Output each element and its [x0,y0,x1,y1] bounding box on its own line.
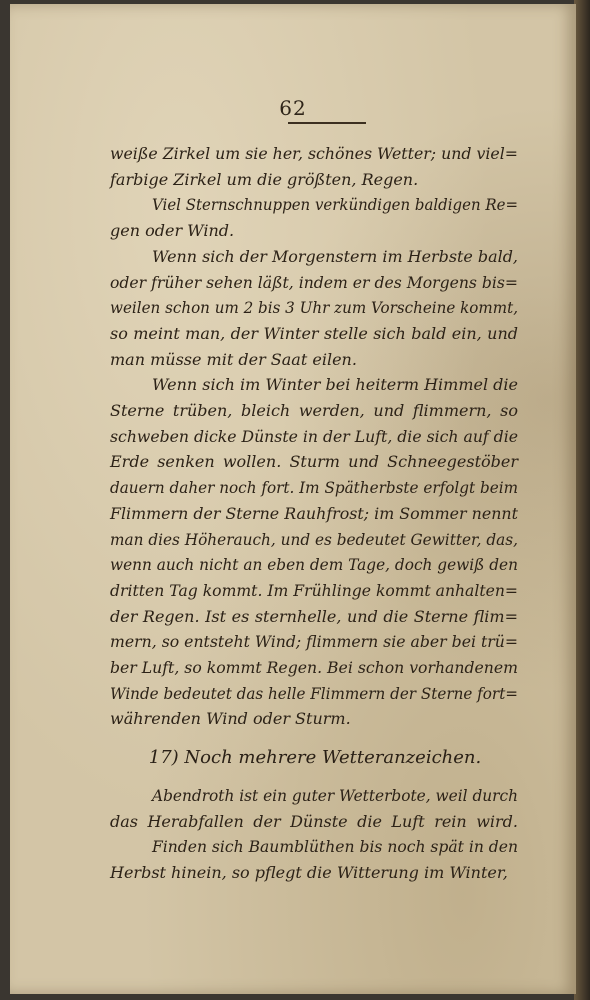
paragraph-4-line: Finden sich Baumblüthen bis noch spät in den [152,837,518,857]
paragraph-3-line: währenden Wind oder Sturm. [110,709,351,729]
paragraph-4-line: das Herabfallen der Dünste die Luft rein wird. [110,811,518,831]
paragraph-3-line: Winde bedeutet das helle Flimmern der Sterne fort= [110,683,518,703]
paragraph-2-line: Wenn sich der Morgenstern im Herbste bald, [152,246,518,266]
section-heading: 17) Noch mehrere Wetteranzeichen. [148,747,482,768]
paragraph-4-line: Abendroth ist ein guter Wetterbote, weil durch [152,786,518,805]
paragraph-3-line: ber Luft, so kommt Regen. Bei schon vorhandenem [110,658,518,677]
paragraph-3-line: dauern daher noch fort. Im Spätherbste erfolgt beim [110,478,518,498]
paragraph-3-line: Wenn sich im Winter bei heiterm Himmel die [152,375,518,395]
paragraph-3-line: schweben dicke Dünste in der Luft, die sich auf die [110,426,518,446]
paragraph-3-line: Flimmern der Sterne Rauhfrost; im Sommer nennt [110,503,518,523]
paragraph-3-line: Sterne trüben, bleich werden, und flimmern, so [110,401,518,420]
header-rule [288,122,366,124]
paragraph-1-line: Viel Sternschnuppen verkündigen baldigen Re= [152,195,518,215]
paragraph-1-line: gen oder Wind. [110,221,235,241]
paragraph-3-line: der Regen. Ist es sternhelle, und die Sterne flim= [110,606,518,626]
page-number: 62 [279,96,307,120]
paragraph-3-line: Erde senken wollen. Sturm und Schneegestöber [110,452,518,472]
book-page [10,4,576,994]
paragraph-3-line: man dies Höherauch, und es bedeutet Gewitter, das, [110,529,518,549]
paragraph-2-line: man müsse mit der Saat eilen. [110,349,357,369]
paragraph-2-line: weilen schon um 2 bis 3 Uhr zum Vorscheine kommt, [110,298,518,318]
paragraph-2-line: so meint man, der Winter stelle sich bald ein, und [110,323,518,343]
paragraph-3-line: dritten Tag kommt. Im Frühlinge kommt anhalten= [110,580,518,600]
paragraph-3-line: mern, so entsteht Wind; flimmern sie aber bei trü= [110,632,518,652]
paragraph-1-line: farbige Zirkel um die größten, Regen. [110,169,419,189]
paragraph-2-line: oder früher sehen läßt, indem er des Morgens bis= [110,272,518,292]
paragraph-4-line: Herbst hinein, so pflegt die Witterung im Winter, [110,863,508,883]
paragraph-3-line: wenn auch nicht an eben dem Tage, doch gewiß den [110,555,518,575]
paragraph-1-line: weiße Zirkel um sie her, schönes Wetter; und viel= [110,144,518,163]
book-spine [574,0,590,1000]
